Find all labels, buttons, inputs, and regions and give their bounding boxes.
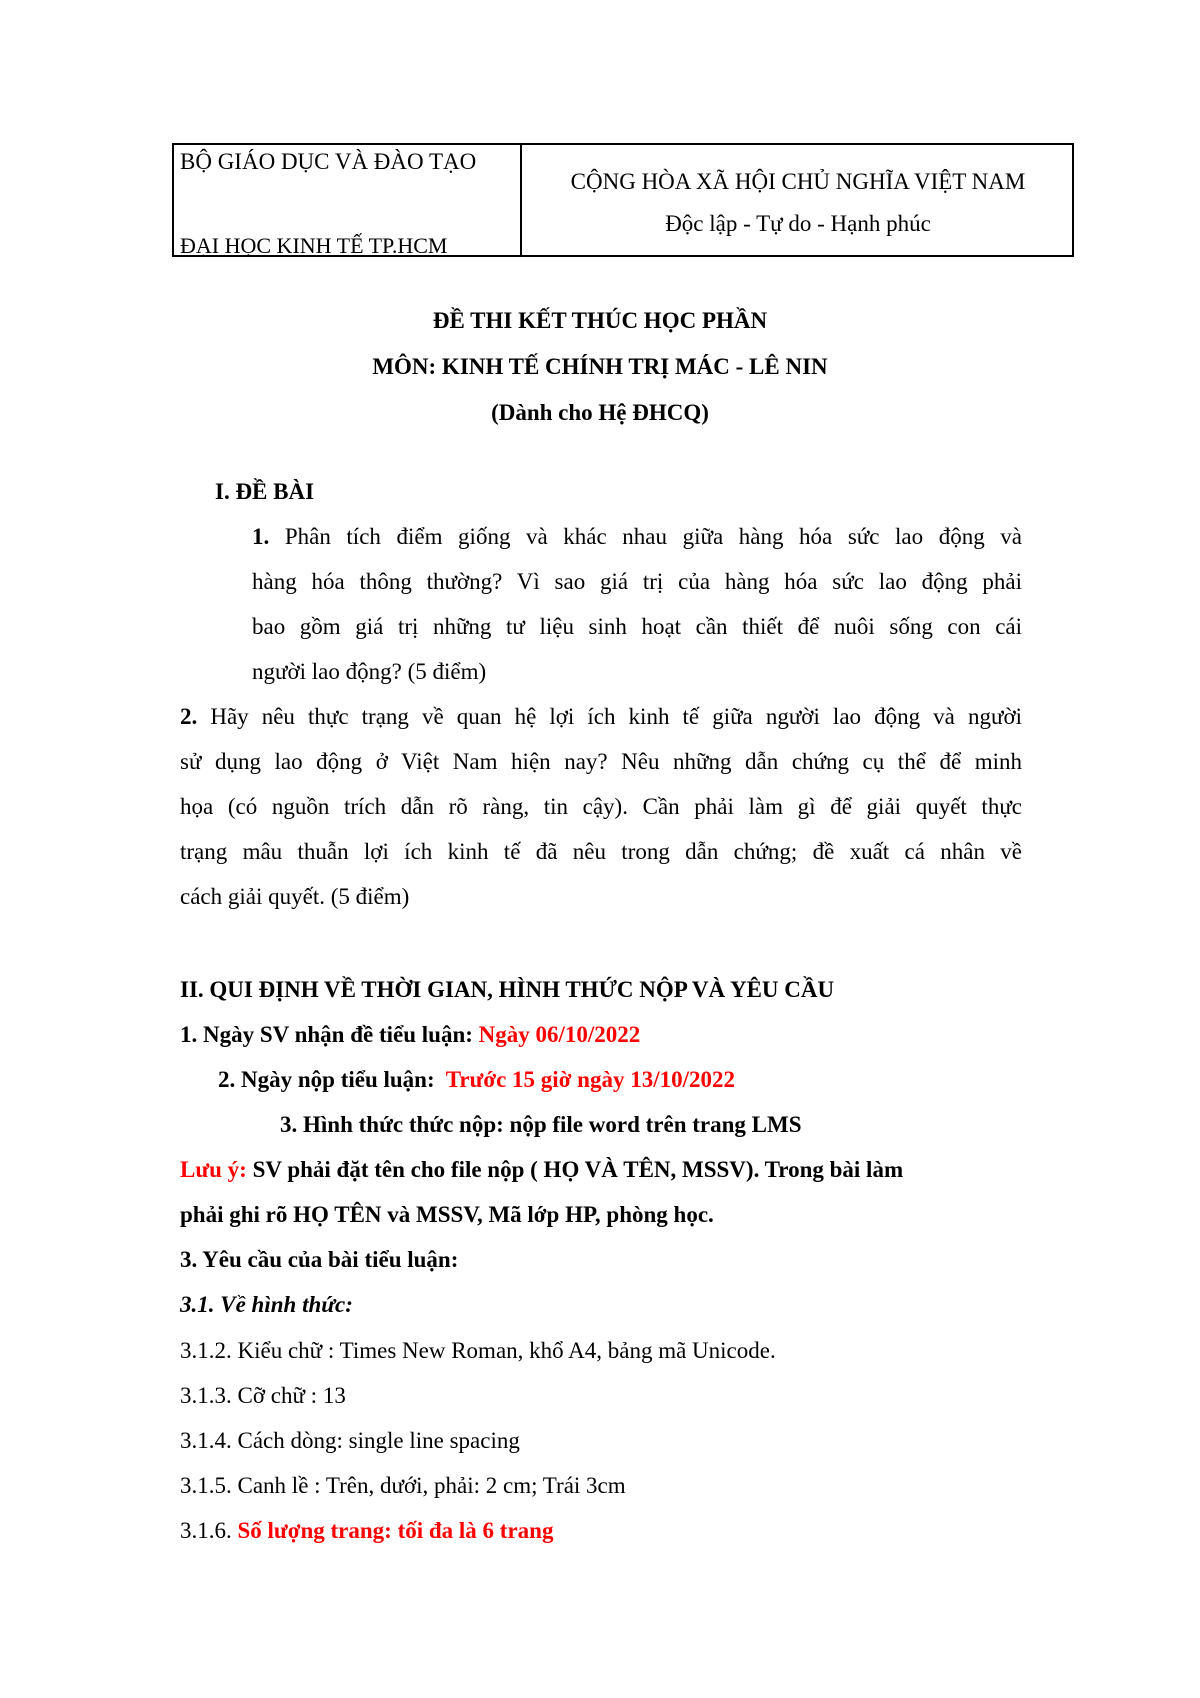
section-2-heading: II. QUI ĐỊNH VỀ THỜI GIAN, HÌNH THỨC NỘP VÀ YÊU CẦU: [180, 977, 835, 1002]
q2-line-1: [180, 704, 1022, 730]
section-1-heading: I. ĐỀ BÀI: [215, 479, 315, 504]
exam-title: ĐỀ THI KẾT THÚC HỌC PHẦN: [432, 308, 768, 333]
note-label: Lưu ý:: [180, 1157, 247, 1182]
note-line-1: [180, 1157, 903, 1183]
requirements-heading: 3. Yêu cầu của bài tiểu luận:: [180, 1247, 459, 1272]
header-table: [172, 143, 1074, 257]
q1-text-1: Phân tích điểm giống và khác nhau giữa hàng hóa sức lao động và: [269, 524, 1022, 549]
req-font-size: 3.1.3. Cỡ chữ : 13: [180, 1383, 346, 1408]
q1-line-2: hàng hóa thông thường? Vì sao giá trị của hàng hóa sức lao động phải: [252, 569, 1022, 594]
ministry-name: BỘ GIÁO DỤC VÀ ĐÀO TẠO: [180, 149, 477, 174]
receive-date-line: [180, 1022, 640, 1048]
note-text-1: SV phải đặt tên cho file nộp ( HỌ VÀ TÊN, MSSV). Trong bài làm: [246, 1157, 904, 1182]
q2-number: 2.: [180, 704, 198, 729]
q1-line-3: bao gồm giá trị những tư liệu sinh hoạt cần thiết để nuôi sống con cái: [252, 614, 1022, 639]
q2-line-2: sử dụng lao động ở Việt Nam hiện nay? Nêu những dẫn chứng cụ thể để minh: [180, 749, 1022, 774]
q1-line-4: người lao động? (5 điểm): [252, 659, 487, 684]
submit-date-label: 2. Ngày nộp tiểu luận:: [218, 1067, 446, 1092]
req-margins: 3.1.5. Canh lề : Trên, dưới, phải: 2 cm; Trái 3cm: [180, 1473, 626, 1498]
receive-date-label: 1. Ngày SV nhận đề tiểu luận:: [180, 1022, 479, 1047]
req-page-count-value: Số lượng trang: tối đa là 6 trang: [237, 1518, 554, 1543]
req-page-count-line: [180, 1518, 553, 1544]
q2-text-1: Hãy nêu thực trạng về quan hệ lợi ích kinh tế giữa người lao động và người: [197, 704, 1022, 729]
submit-date-value: Trước 15 giờ ngày 13/10/2022: [445, 1067, 736, 1092]
q1-number: 1.: [252, 524, 270, 549]
q2-line-4: trạng mâu thuẫn lợi ích kinh tế đã nêu trong dẫn chứng; đề xuất cá nhân về: [180, 839, 1022, 864]
republic-name: CỘNG HÒA XÃ HỘI CHỦ NGHĨA VIỆT NAM: [570, 169, 1026, 194]
q2-line-3: họa (có nguồn trích dẫn rõ ràng, tin cậy). Cần phải làm gì để giải quyết thực: [180, 794, 1022, 819]
note-line-2: phải ghi rõ HỌ TÊN và MSSV, Mã lớp HP, phòng học.: [180, 1202, 714, 1227]
university-name: ĐẠI HỌC KINH TẾ TP.HCM: [180, 233, 448, 258]
submit-date-line: [218, 1067, 735, 1093]
audience-note: (Dành cho Hệ ĐHCQ): [491, 400, 709, 425]
format-heading: 3.1. Về hình thức:: [180, 1292, 353, 1317]
subject-title: MÔN: KINH TẾ CHÍNH TRỊ MÁC - LÊ NIN: [372, 354, 828, 379]
q1-line-1: [252, 524, 1022, 550]
req-font: 3.1.2. Kiểu chữ : Times New Roman, khổ A4, bảng mã Unicode.: [180, 1338, 776, 1363]
submission-method: 3. Hình thức thức nộp: nộp file word trên trang LMS: [280, 1112, 802, 1137]
req-page-count-label: 3.1.6.: [180, 1518, 238, 1543]
q2-line-5: cách giải quyết. (5 điểm): [180, 884, 410, 909]
national-motto: Độc lập - Tự do - Hạnh phúc: [665, 211, 931, 236]
req-line-spacing: 3.1.4. Cách dòng: single line spacing: [180, 1428, 520, 1453]
receive-date-value: Ngày 06/10/2022: [478, 1022, 641, 1047]
header-divider: [520, 145, 522, 255]
